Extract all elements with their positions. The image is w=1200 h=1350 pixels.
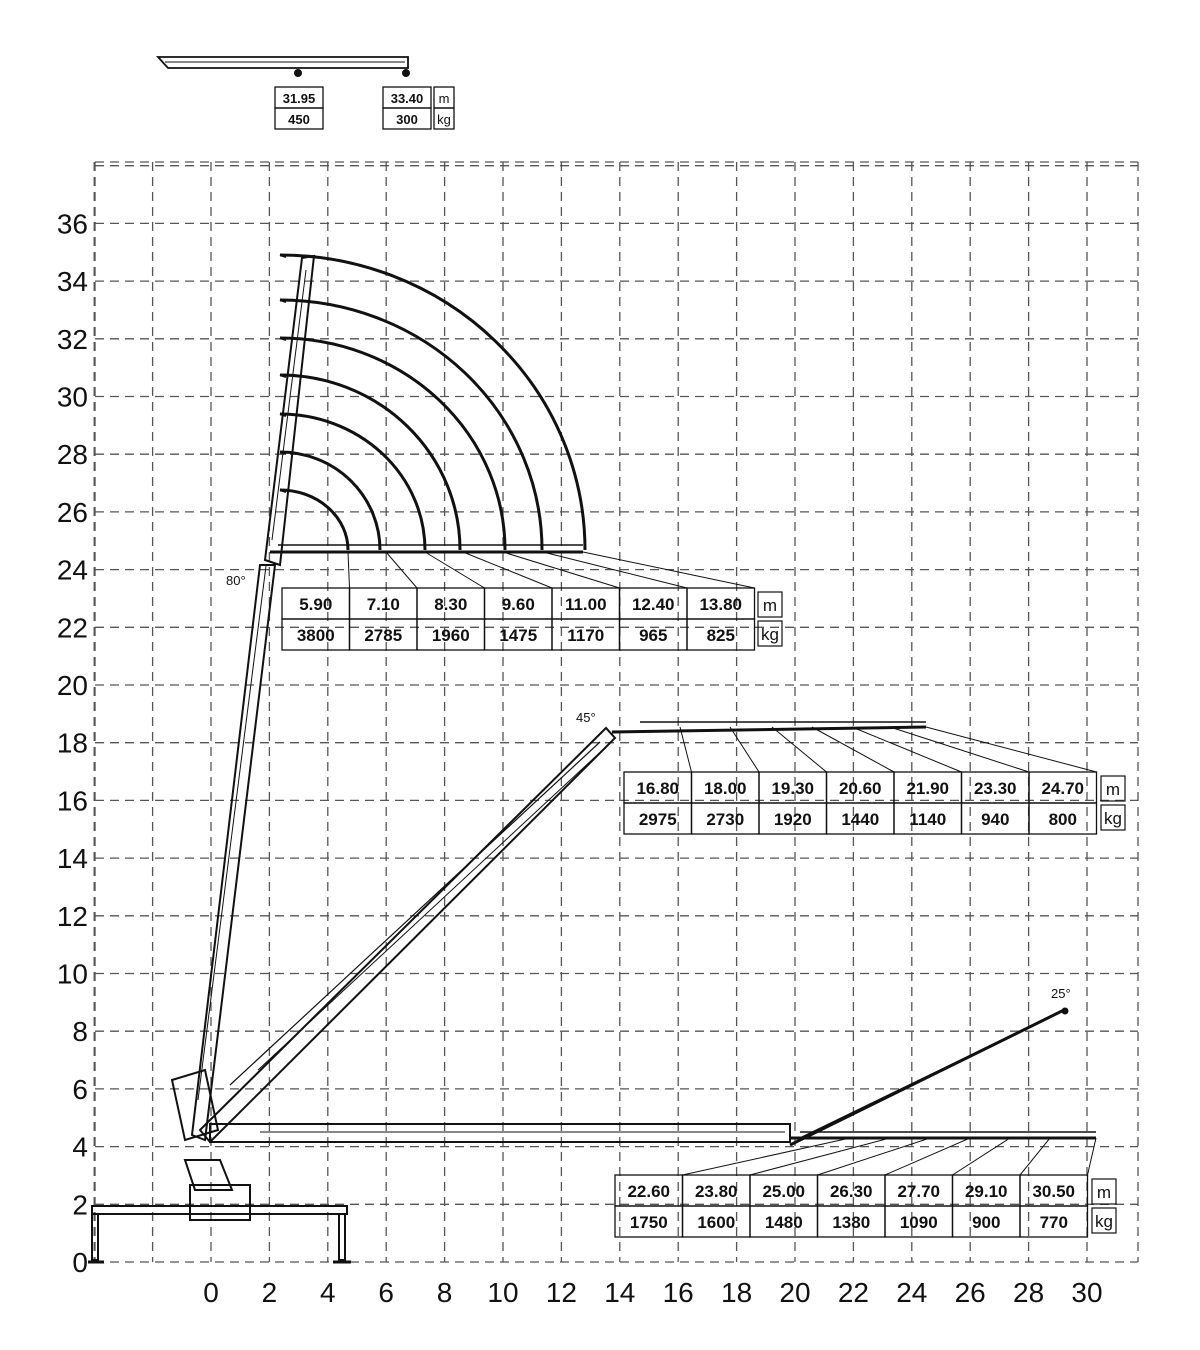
leader-line <box>683 1138 851 1175</box>
table-boom_80 <box>282 588 782 650</box>
table-boom_horizontal <box>615 1175 1116 1237</box>
leader-line <box>818 1138 931 1175</box>
unit-kg: kg <box>761 625 779 644</box>
top-table-left-kg: 450 <box>288 112 310 127</box>
table-reach-m: 21.90 <box>906 779 950 798</box>
table-reach-m: 27.70 <box>897 1182 941 1201</box>
angle-label-45: 45° <box>576 710 596 725</box>
x-tick-label: 22 <box>837 1277 869 1308</box>
boom-horizontal-main-section <box>210 1124 790 1142</box>
leader-line <box>750 1138 890 1175</box>
table-reach-m: 11.00 <box>564 595 607 614</box>
reach-arc <box>280 490 348 550</box>
x-tick-label: 8 <box>436 1277 453 1308</box>
table-reach-m: 13.80 <box>699 595 743 614</box>
table-load-kg: 1090 <box>899 1213 938 1232</box>
boom-horizontal <box>210 1124 1096 1142</box>
x-tick-label: 12 <box>545 1277 577 1308</box>
outrigger-beam <box>92 1206 347 1214</box>
table-load-kg: 2785 <box>364 626 403 645</box>
top-small-table <box>275 87 454 129</box>
leader-line <box>680 727 692 772</box>
leader-line <box>1020 1138 1050 1175</box>
y-tick-label: 30 <box>56 381 88 413</box>
table-load-kg: 800 <box>1048 810 1077 829</box>
table-reach-m: 26.30 <box>829 1182 873 1201</box>
table-reach-m: 25.00 <box>762 1182 806 1201</box>
angle-label-25: 25° <box>1051 986 1071 1001</box>
x-tick-label: 24 <box>896 1277 928 1308</box>
angle-label-80: 80° <box>226 573 246 588</box>
x-tick-label: 26 <box>954 1277 986 1308</box>
y-tick-label: 4 <box>72 1131 88 1163</box>
table-load-kg: 2975 <box>638 810 677 829</box>
boom-45-main-section <box>200 728 615 1142</box>
y-tick-label: 0 <box>72 1247 88 1278</box>
top-table-unit-kg: kg <box>437 112 451 127</box>
unit-m: m <box>1105 780 1121 799</box>
y-tick-label: 32 <box>56 323 88 355</box>
table-reach-m: 5.90 <box>299 595 333 614</box>
leader-line <box>1088 1138 1097 1175</box>
table-reach-m: 23.30 <box>973 779 1017 798</box>
table-load-kg: 1960 <box>431 626 470 645</box>
table-load-kg: 1475 <box>499 626 538 645</box>
table-load-kg: 1480 <box>764 1213 803 1232</box>
table-reach-m: 23.80 <box>694 1182 738 1201</box>
leader-lines <box>348 552 1097 1175</box>
y-tick-label: 22 <box>56 612 88 644</box>
x-tick-label: 18 <box>721 1277 753 1308</box>
y-tick-label: 36 <box>56 208 88 240</box>
table-load-kg: 1750 <box>629 1213 668 1232</box>
top-table-unit-m: m <box>438 91 450 106</box>
y-tick-label: 24 <box>56 554 88 586</box>
leader-line <box>890 727 1029 772</box>
top-small-boom <box>158 57 410 77</box>
table-load-kg: 1440 <box>841 810 880 829</box>
crane-base <box>88 1070 351 1262</box>
y-axis-tick-labels <box>57 208 88 1278</box>
y-tick-label: 14 <box>56 843 88 875</box>
leader-line <box>730 727 759 772</box>
x-axis-tick-labels <box>203 1277 1102 1308</box>
x-tick-label: 20 <box>779 1277 811 1308</box>
unit-m: m <box>1096 1183 1112 1202</box>
y-tick-label: 28 <box>56 439 88 471</box>
table-reach-m: 12.40 <box>631 595 675 614</box>
y-tick-label: 26 <box>56 496 88 528</box>
table-reach-m: 18.00 <box>703 779 747 798</box>
table-load-kg: 1170 <box>567 626 605 645</box>
top-table-right-kg: 300 <box>396 112 418 127</box>
x-tick-label: 6 <box>378 1277 394 1308</box>
table-load-kg: 2730 <box>706 810 745 829</box>
table-load-kg: 1920 <box>773 810 812 829</box>
table-load-kg: 825 <box>706 626 735 645</box>
boom-45-extension <box>612 727 926 732</box>
table-reach-m: 8.30 <box>434 595 468 614</box>
boom-45-degree <box>200 722 926 1142</box>
table-load-kg: 1600 <box>697 1213 736 1232</box>
table-reach-m: 7.10 <box>366 595 400 614</box>
table-boom_45 <box>624 772 1125 834</box>
leader-line <box>885 1138 970 1175</box>
table-reach-m: 30.50 <box>1032 1182 1076 1201</box>
x-tick-label: 30 <box>1071 1277 1103 1308</box>
table-reach-m: 24.70 <box>1041 779 1085 798</box>
reach-arc <box>280 338 505 550</box>
boom-80-main-section <box>192 565 275 1140</box>
x-tick-label: 10 <box>487 1277 519 1308</box>
table-load-kg: 1380 <box>832 1213 871 1232</box>
x-tick-label: 28 <box>1013 1277 1045 1308</box>
reach-arc <box>280 375 460 550</box>
table-reach-m: 22.60 <box>627 1182 671 1201</box>
x-tick-label: 4 <box>320 1277 336 1308</box>
table-reach-m: 16.80 <box>636 779 680 798</box>
table-load-kg: 3800 <box>296 626 335 645</box>
x-tick-label: 0 <box>203 1277 219 1308</box>
boom-80-degree <box>192 256 583 1140</box>
y-tick-label: 2 <box>72 1189 88 1221</box>
unit-kg: kg <box>1104 809 1122 828</box>
table-load-kg: 900 <box>972 1213 1001 1232</box>
dashed-grid <box>94 162 1138 1262</box>
leader-line <box>772 727 827 772</box>
unit-kg: kg <box>1095 1212 1113 1231</box>
y-tick-label: 8 <box>72 1016 88 1048</box>
reach-arc <box>280 452 380 550</box>
y-tick-label: 12 <box>56 900 88 932</box>
table-reach-m: 9.60 <box>501 595 535 614</box>
right-outrigger-leg <box>339 1214 345 1260</box>
leader-line <box>953 1138 1011 1175</box>
table-reach-m: 20.60 <box>838 779 882 798</box>
x-tick-label: 16 <box>662 1277 694 1308</box>
table-reach-m: 29.10 <box>964 1182 1008 1201</box>
top-table-right-m: 33.40 <box>390 91 424 106</box>
leader-line <box>852 727 962 772</box>
jib-25-degree <box>790 1008 1068 1145</box>
y-tick-label: 16 <box>56 785 88 817</box>
table-load-kg: 965 <box>639 626 668 645</box>
x-tick-label: 2 <box>261 1277 278 1308</box>
table-load-kg: 770 <box>1039 1213 1068 1232</box>
y-tick-label: 6 <box>72 1073 88 1105</box>
leader-line <box>926 727 1097 772</box>
reach-arcs <box>280 255 585 550</box>
table-load-kg: 1140 <box>909 810 947 829</box>
y-tick-label: 18 <box>56 727 88 759</box>
table-reach-m: 19.30 <box>771 779 815 798</box>
unit-m: m <box>762 596 778 615</box>
leader-line <box>348 552 350 588</box>
table-load-kg: 940 <box>981 810 1010 829</box>
y-tick-label: 34 <box>56 266 88 298</box>
y-tick-label: 10 <box>56 958 88 990</box>
top-table-left-m: 31.95 <box>282 91 316 106</box>
y-tick-label: 20 <box>56 670 88 701</box>
x-tick-label: 14 <box>604 1277 636 1308</box>
